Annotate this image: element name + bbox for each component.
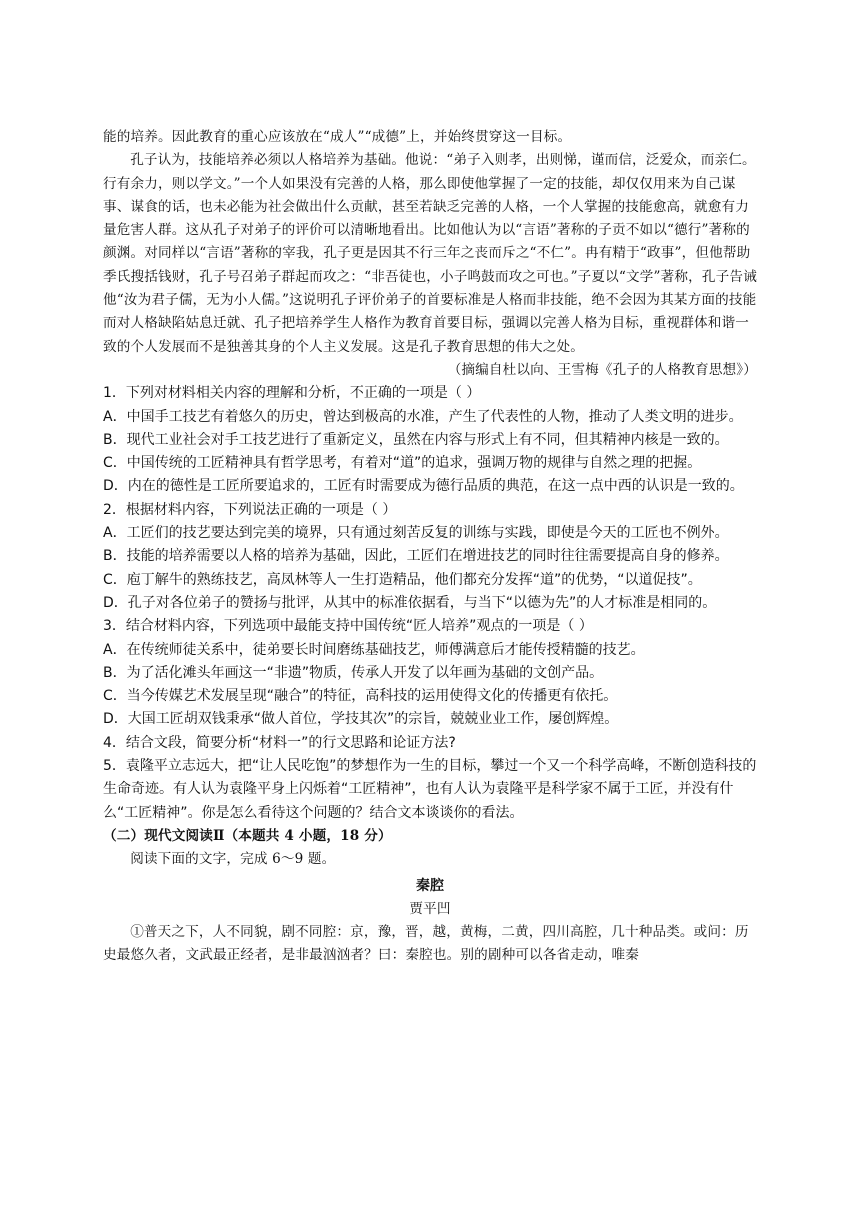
question-option: A．工匠们的技艺要达到完美的境界，只有通过刻苦反复的训练与实践，即使是今天的工匠也不例外。 <box>103 525 729 542</box>
passage-source: （摘编自杜以向、王雪梅《孔子的人格教育思想》） <box>447 361 757 378</box>
question-option: B．为了活化滩头年画这一“非遗”物质，传承人开发了以年画为基础的文创产品。 <box>103 664 604 681</box>
article-author: 贾平凹 <box>409 900 451 917</box>
question-stem: 3．结合材料内容，下列选项中最能支持中国传统“匠人培养”观点的一项是（ ） <box>103 618 593 635</box>
question-option: A．中国手工技艺有着悠久的历史，曾达到极高的水准，产生了代表性的人物，推动了人类文明的进步。 <box>103 408 743 425</box>
question-option: C．庖丁解牛的熟练技艺，高凤林等人一生打造精品，他们都充分发挥“道”的优势，“以道促技”。 <box>103 571 702 588</box>
article-title: 秦腔 <box>416 877 444 894</box>
question-option: D．内在的德性是工匠所要追求的，工匠有时需要成为德行品质的典范，在这一点中西的认识是一致的。 <box>103 478 744 495</box>
question-option: C．当今传媒艺术发展呈现“融合”的特征，高科技的运用使得文化的传播更有依托。 <box>103 688 618 705</box>
question-option: B．现代工业社会对手工技艺进行了重新定义，虽然在内容与形式上有不同，但其精神内核是一致的。 <box>103 431 729 448</box>
question-option: D．孔子对各位弟子的赞扬与批评，从其中的标准依据看，与当下“以德为先”的人才标准是相同的。 <box>103 594 717 611</box>
document-page <box>103 126 757 967</box>
passage-paragraph: 孔子认为，技能培养必须以人格培养为基础。他说：“弟子入则孝，出则悌，谨而信，泛爱众，而亲仁。行有余力，则以学文。”一个人如果没有完善的人格，那么即使他掌握了一定的技能，却仅仅用来为自己谋事、谋食的话，也未必能为社会做出什么贡献，甚至若缺乏完善的人格，一个人掌握的技能愈高，就愈有力量危害人群。这从孔子对弟子的评价可以清晰地看出。比如他认为以“言语”著称的子贡不如以“德行”著称的颜渊。对同样以“言语”著称的宰我，孔子更是因其不行三年之丧而斥之“不仁”。冉有精于“政事”，但他帮助季氏搜括钱财，孔子号召弟子群起而攻之：“非吾徒也，小子鸣鼓而攻之可也。”子夏以“文学”著称，孔子告诫他“汝为君子儒，无为小人儒。”这说明孔子评价弟子的首要标准是人格而非技能，绝不会因为其某方面的技能而对人格缺陷姑息迁就、孔子把培养学生人格作为教育首要目标，强调以完善人格为目标，重视群体和谐一致的个人发展而不是独善其身的个人主义发展。这是孔子教育思想的伟大之处。 <box>103 152 757 355</box>
section-instruction: 阅读下面的文字，完成 6～9 题。 <box>130 851 336 868</box>
question-option: A．在传统师徒关系中，徒弟要长时间磨练基础技艺，师傅满意后才能传授精髓的技艺。 <box>103 641 645 658</box>
article-paragraph: ①普天之下，人不同貌，剧不同腔：京，豫，晋，越，黄梅，二黄，四川高腔，几十种品类。或问：历史最悠久者，文武最正经者，是非最汹汹者？曰：秦腔也。别的剧种可以各省走动，唯秦 <box>103 923 749 964</box>
question-option: B．技能的培养需要以人格的培养为基础，因此，工匠们在增进技艺的同时往往需要提高自身的修养。 <box>103 548 729 565</box>
question-list <box>103 382 757 825</box>
question-stem: 2．根据材料内容，下列说法正确的一项是（ ） <box>103 501 397 518</box>
question-option: C．中国传统的工匠精神具有哲学思考，有着对“道”的追求，强调万物的规律与自然之理的把握。 <box>103 455 702 472</box>
question-stem: 1．下列对材料相关内容的理解和分析，不正确的一项是（ ） <box>103 385 481 402</box>
section-heading: （二）现代文阅读Ⅱ（本题共 4 小题，18 分） <box>103 827 392 844</box>
question-stem: 5．袁隆平立志远大，把“让人民吃饱”的梦想作为一生的目标，攀过一个又一个科学高峰，不断创造科技的生命奇迹。有人认为袁隆平身上闪烁着“工匠精神”，也有人认为袁隆平是科学家不属于工匠，并没有什么“工匠精神”。你是怎么看待这个问题的？结合文本谈谈你的看法。 <box>103 758 757 821</box>
passage-paragraph: 能的培养。因此教育的重心应该放在“成人”“成德”上，并始终贯穿这一目标。 <box>103 129 572 145</box>
question-stem: 4．结合文段，简要分析“材料一”的行文思路和论证方法? <box>103 734 456 751</box>
question-option: D．大国工匠胡双钱秉承“做人首位，学技其次”的宗旨，兢兢业业工作，屡创辉煌。 <box>103 711 619 728</box>
